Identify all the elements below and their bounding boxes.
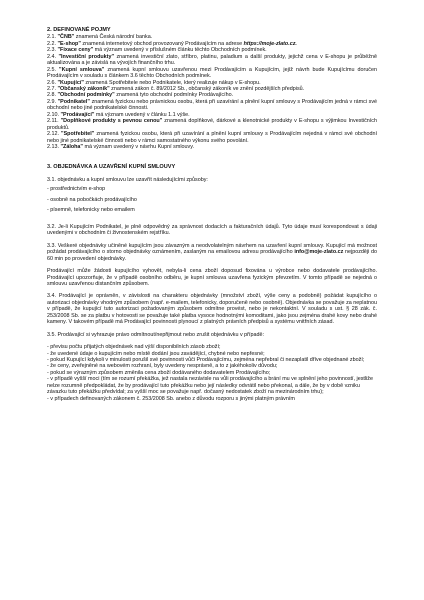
definition-term: "Občanský zákoník": [57, 86, 110, 93]
definition-term: "Prodávající": [60, 111, 95, 118]
definition-item: [47, 131, 377, 144]
list-item: - prostřednictvím e-shop: [47, 186, 106, 193]
clause-3-2: 3.2. Je-li Kupujícím Podnikatel, je plně odpovědný za správnost dodacích a fakturačních údajů. Tyto údaje musí korespondovat s údaji uvedenými v obchodním či živnostenském rejstříku.: [47, 223, 377, 237]
clause-3-5: 3.5. Prodávající si vyhrazuje právo odmítnout/nepřijmout nebo zrušit objednávku v případě:: [47, 331, 264, 338]
definition-term: "Obchodní podmínky": [57, 92, 115, 99]
list-item: - že uvedené údaje o kupujícím nebo místě dodání jsou zavádějící, chybné nebo nepřesné;: [47, 350, 265, 357]
clause-3-3-text-b: nejpozději do 60 min po provedení objednávky.: [47, 249, 377, 262]
section-2-heading: 2. DEFINOVANÉ POJMY: [47, 27, 111, 33]
clause-3-4: 3.4. Prodávající je oprávněn, v závislosti na charakteru objednávky (množství zboží, výše ceny a podobně) požádat kupujícího o autorizaci objednávky vhodným způsobem (např. e-mailem, telefonicky, doporučeně nebo osobně). Objednávka se považuje za neplatnou v případě, že kupující tuto autorizaci požadovaným způsobem odmítne provést, nebo je nekontaktní. V souladu s ust. § 28 zák. č. 253/2008 Sb. se za platbu v hotovosti se považuje také platba vysoce hodnotnými komoditami, jako jsou zejména drahé kovy nebo drahé kameny. V takovém případě má Prodávající povinnosti plynoucí z platných právních předpisů a systému vnitřních zásad.: [47, 293, 377, 326]
definitions-section: [47, 27, 377, 151]
list-item: - písemně, telefonicky nebo emailem: [47, 207, 135, 214]
definition-item: [47, 99, 377, 112]
definition-item: [47, 144, 377, 150]
definition-term: "Spotřebitel": [61, 131, 95, 138]
definition-term: "Investiční produkty": [58, 53, 114, 60]
definition-number: 2.3.: [47, 47, 56, 54]
definition-term: "Fixace ceny": [57, 47, 94, 54]
definition-item: [47, 118, 377, 131]
clause-3-3: [47, 243, 377, 262]
list-item: - osobně na pobočkách prodávajícího: [47, 196, 137, 203]
definition-number: 2.13.: [47, 144, 59, 151]
definition-term: "ČNB": [57, 34, 75, 41]
definition-term: "Kupní smlouva": [59, 66, 105, 73]
eshop-url-link[interactable]: https://moje-zlato.cz.: [243, 40, 297, 47]
order-section: [47, 164, 377, 403]
definition-number: 2.7.: [47, 86, 56, 93]
definition-number: 2.2.: [47, 40, 56, 47]
definition-text: znamená investiční zlato, stříbro, platinu, paladium a další produkty, jejichž cena v E-shopu je průběžně aktualizována a je závislá na vývojích finančního trhu.: [47, 53, 377, 67]
list-item: - v případě vyšší moci (tím se rozumí překážka, jež nastala nezávisle na vůli prodávajícího a brání mu ve splnění jeho povinností, jestliže nelze rozumně předpokládat, že by prodávající tuto překážku nebo její následky odvrátil nebo překonal, a dále, že by v době vzniku závazku tuto překážku předvídal; za vyšší moc se považuje např. dočasný nedostatek zboží na mezinárodním trhu);: [47, 376, 373, 396]
section-3-heading: 3. OBJEDNÁVKA A UZAVŘENÍ KUPNÍ SMLOUVY: [47, 163, 176, 170]
definition-text: znamená tyto obchodní podmínky Prodávajícího.: [114, 92, 234, 99]
definition-text: má význam uvedený v příslušném článku těchto Obchodních podmínek.: [93, 47, 267, 54]
definition-item: [47, 54, 377, 67]
definition-text: znamená doplňkové, dárkové a klenotnické produkty v E-shopu s výjimkou Investičních produktů.: [47, 118, 377, 131]
definition-number: 2.10.: [47, 111, 59, 118]
definition-number: 2.5.: [47, 66, 56, 73]
email-link[interactable]: info@moje-zlato.cz: [294, 249, 344, 256]
definition-number: 2.8.: [47, 92, 56, 99]
order-methods-list: [47, 186, 377, 213]
definition-term: "Kupující": [57, 79, 84, 86]
list-item: - pokud Kupující kdykoli v minulosti porušil své povinnosti vůči Prodávajícímu, zejména nepřebral či nezaplatil dříve objednané zboží;: [47, 357, 365, 364]
definition-term: "Doplňkové produkty s pevnou cenou": [60, 118, 163, 125]
definition-text: znamená Spotřebitele nebo Podnikatele, který realizuje nákup v E-shopu.: [83, 79, 261, 86]
list-item: - v případech definovaných zákonem č. 253/2008 Sb. anebo z důvodu rozporu s jinými platným právním: [47, 395, 295, 402]
definition-text: znamená fyzickou nebo právnickou osobu, která při uzavírání a plnění kupní smlouvy s Prodávajícím jedná v rámci své obchodní nebo jiné podnikatelské činnosti.: [47, 98, 378, 112]
clause-3-1: 3.1. objednávku a kupní smlouvu lze uzavřít následujícími způsoby:: [47, 176, 208, 183]
definition-number: 2.12.: [47, 131, 59, 138]
definition-text: má význam uvedený v návrhu Kupní smlouvy.: [82, 144, 195, 151]
clause-3-3-continued: Prodávající může žádosti kupujícího vyhovět, nebyla-li cena zboží doposud fixována u výrobce nebo dodavatele prodávajícího. Prodávající upozorňuje, že v případě osobního odběru, je kupní smlouva uzavřena fyzickým převzetím. V tomto případě se nejedná o smlouvu uzavřenou distančním způsobem.: [47, 268, 377, 287]
definition-number: 2.6.: [47, 79, 56, 86]
clause-3-3-text-a: 3.3. Veškeré objednávky učiněné kupujícím jsou závazným a neodvolatelným návrhem na uzavření kupní smlouvy. Kupující má možnost požádat prodávajícího o storno objednávky oznámením, zaslaným na emailovou adresu prodávajícího: [47, 242, 377, 256]
definition-term: "Záloha": [60, 144, 83, 151]
definition-text: znamená internetový obchod provozovaný Prodávajícím na adrese: [80, 40, 244, 47]
definition-text: znamená fyzickou osobu, která při uzavírání a plnění kupní smlouvy s Prodávajícím nejedná v rámci své obchodní nebo jiné podnikatelské činnosti nebo v rámci samostatného výkonu svého povolání.: [47, 131, 378, 144]
definition-term: "Podnikatel": [57, 98, 90, 105]
definition-number: 2.1.: [47, 34, 56, 41]
list-item: - převisu počtu přijatých objednávek nad výší disponibilních zásob zboží;: [47, 344, 221, 351]
definition-term: "E-shop": [57, 40, 81, 47]
definition-text: znamená zákon č. 89/2012 Sb., občanský zákoník ve znění pozdějších předpisů.: [109, 86, 305, 93]
refusal-reasons-list: [47, 344, 377, 402]
definition-item: [47, 67, 377, 80]
list-item: - pokud se výrazným způsobem změnila cena zboží dodávaného dodavatelem Prodávajícího;: [47, 369, 271, 376]
definition-text: znamená kupní smlouvu uzavřenou mezi Prodávajícím a Kupujícím, jejíž návrh bude Kupujícímu doručen Prodávajícím v souladu s článkem 3.6 těchto Obchodních podmínek.: [47, 66, 378, 80]
list-item: - že ceny, zveřejněné na webovém rozhraní, byly uvedeny nesprávně, a to z jakéhokoliv důvodu;: [47, 363, 278, 370]
definition-text: znamená Česká národní banka.: [74, 34, 153, 41]
definition-number: 2.4.: [47, 53, 56, 60]
document-content: [47, 27, 377, 402]
definition-text: má význam uvedený v článku 1.1 výše.: [94, 111, 190, 118]
definition-number: 2.9.: [47, 98, 56, 105]
definition-number: 2.11.: [47, 118, 59, 125]
